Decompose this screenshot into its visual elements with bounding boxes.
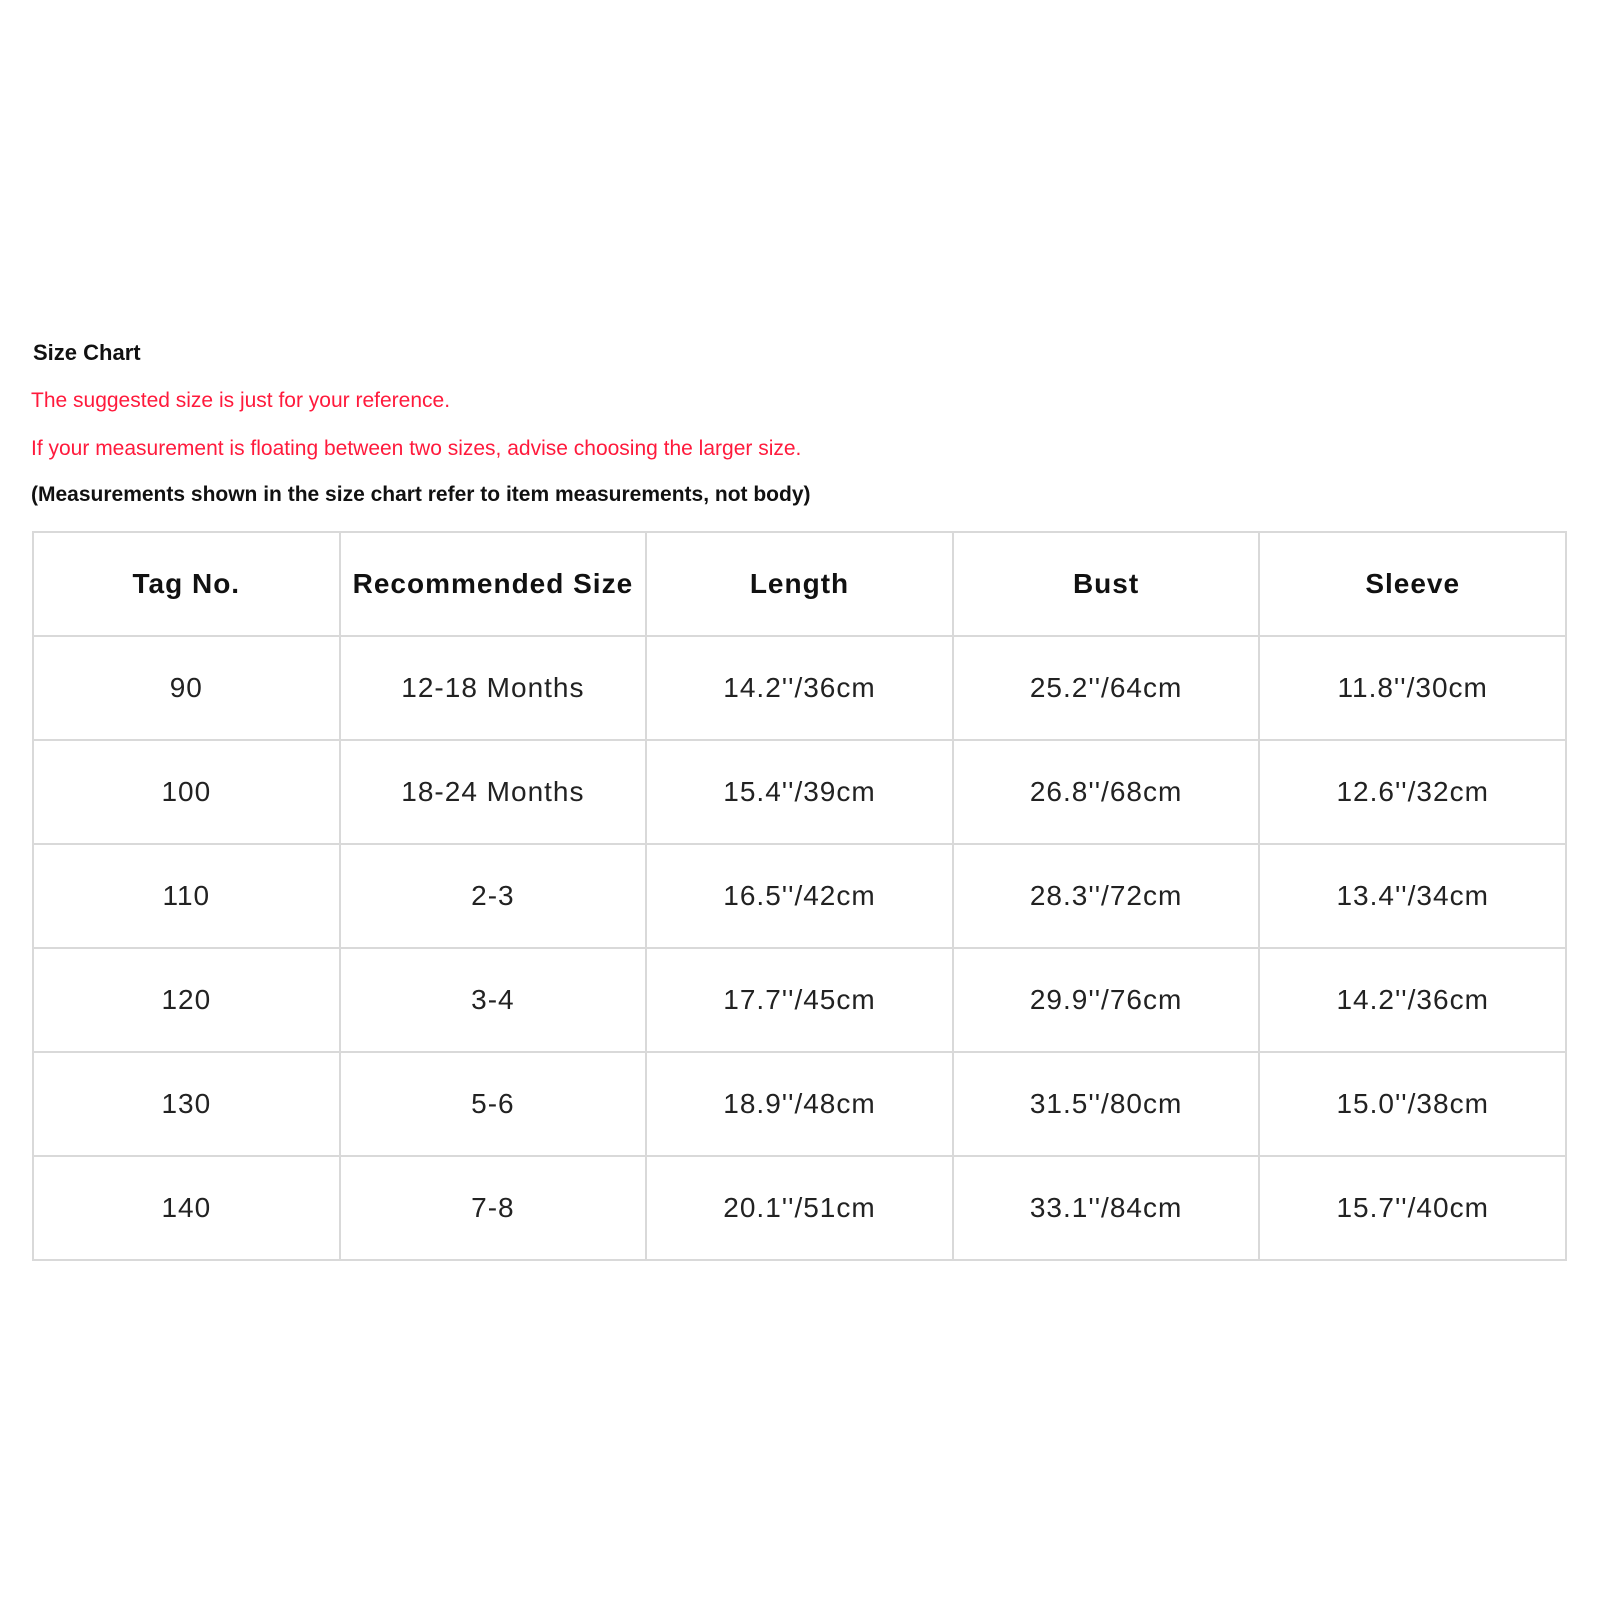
cell-recommended-size: 2-3 [340, 844, 647, 948]
cell-tag-no: 90 [33, 636, 340, 740]
table-row [33, 1156, 1566, 1260]
cell-length: 14.2''/36cm [646, 636, 953, 740]
cell-sleeve: 15.7''/40cm [1259, 1156, 1566, 1260]
table-header-row [33, 532, 1566, 636]
cell-tag-no: 100 [33, 740, 340, 844]
cell-sleeve: 14.2''/36cm [1259, 948, 1566, 1052]
table-row [33, 636, 1566, 740]
cell-sleeve: 12.6''/32cm [1259, 740, 1566, 844]
cell-length: 18.9''/48cm [646, 1052, 953, 1156]
cell-bust: 28.3''/72cm [953, 844, 1260, 948]
cell-length: 16.5''/42cm [646, 844, 953, 948]
cell-tag-no: 140 [33, 1156, 340, 1260]
column-header-bust: Bust [953, 532, 1260, 636]
sizing-advice-note: If your measurement is floating between two sizes, advise choosing the larger size. [31, 437, 802, 460]
cell-tag-no: 120 [33, 948, 340, 1052]
cell-bust: 31.5''/80cm [953, 1052, 1260, 1156]
cell-bust: 33.1''/84cm [953, 1156, 1260, 1260]
table-row [33, 844, 1566, 948]
cell-recommended-size: 3-4 [340, 948, 647, 1052]
column-header-sleeve: Sleeve [1259, 532, 1566, 636]
cell-length: 20.1''/51cm [646, 1156, 953, 1260]
cell-sleeve: 11.8''/30cm [1259, 636, 1566, 740]
cell-tag-no: 130 [33, 1052, 340, 1156]
reference-note: The suggested size is just for your reference. [31, 389, 451, 412]
cell-tag-no: 110 [33, 844, 340, 948]
cell-length: 17.7''/45cm [646, 948, 953, 1052]
cell-recommended-size: 5-6 [340, 1052, 647, 1156]
cell-recommended-size: 7-8 [340, 1156, 647, 1260]
column-header-length: Length [646, 532, 953, 636]
cell-bust: 29.9''/76cm [953, 948, 1260, 1052]
measurement-disclaimer: (Measurements shown in the size chart refer to item measurements, not body) [31, 483, 811, 506]
cell-length: 15.4''/39cm [646, 740, 953, 844]
table-row [33, 1052, 1566, 1156]
table-row [33, 948, 1566, 1052]
cell-bust: 26.8''/68cm [953, 740, 1260, 844]
cell-bust: 25.2''/64cm [953, 636, 1260, 740]
column-header-tag-no: Tag No. [33, 532, 340, 636]
cell-recommended-size: 12-18 Months [340, 636, 647, 740]
table-row [33, 740, 1566, 844]
cell-sleeve: 13.4''/34cm [1259, 844, 1566, 948]
cell-sleeve: 15.0''/38cm [1259, 1052, 1566, 1156]
size-table [32, 531, 1567, 1261]
cell-recommended-size: 18-24 Months [340, 740, 647, 844]
size-chart-title: Size Chart [33, 340, 141, 365]
column-header-recommended-size: Recommended Size [340, 532, 647, 636]
